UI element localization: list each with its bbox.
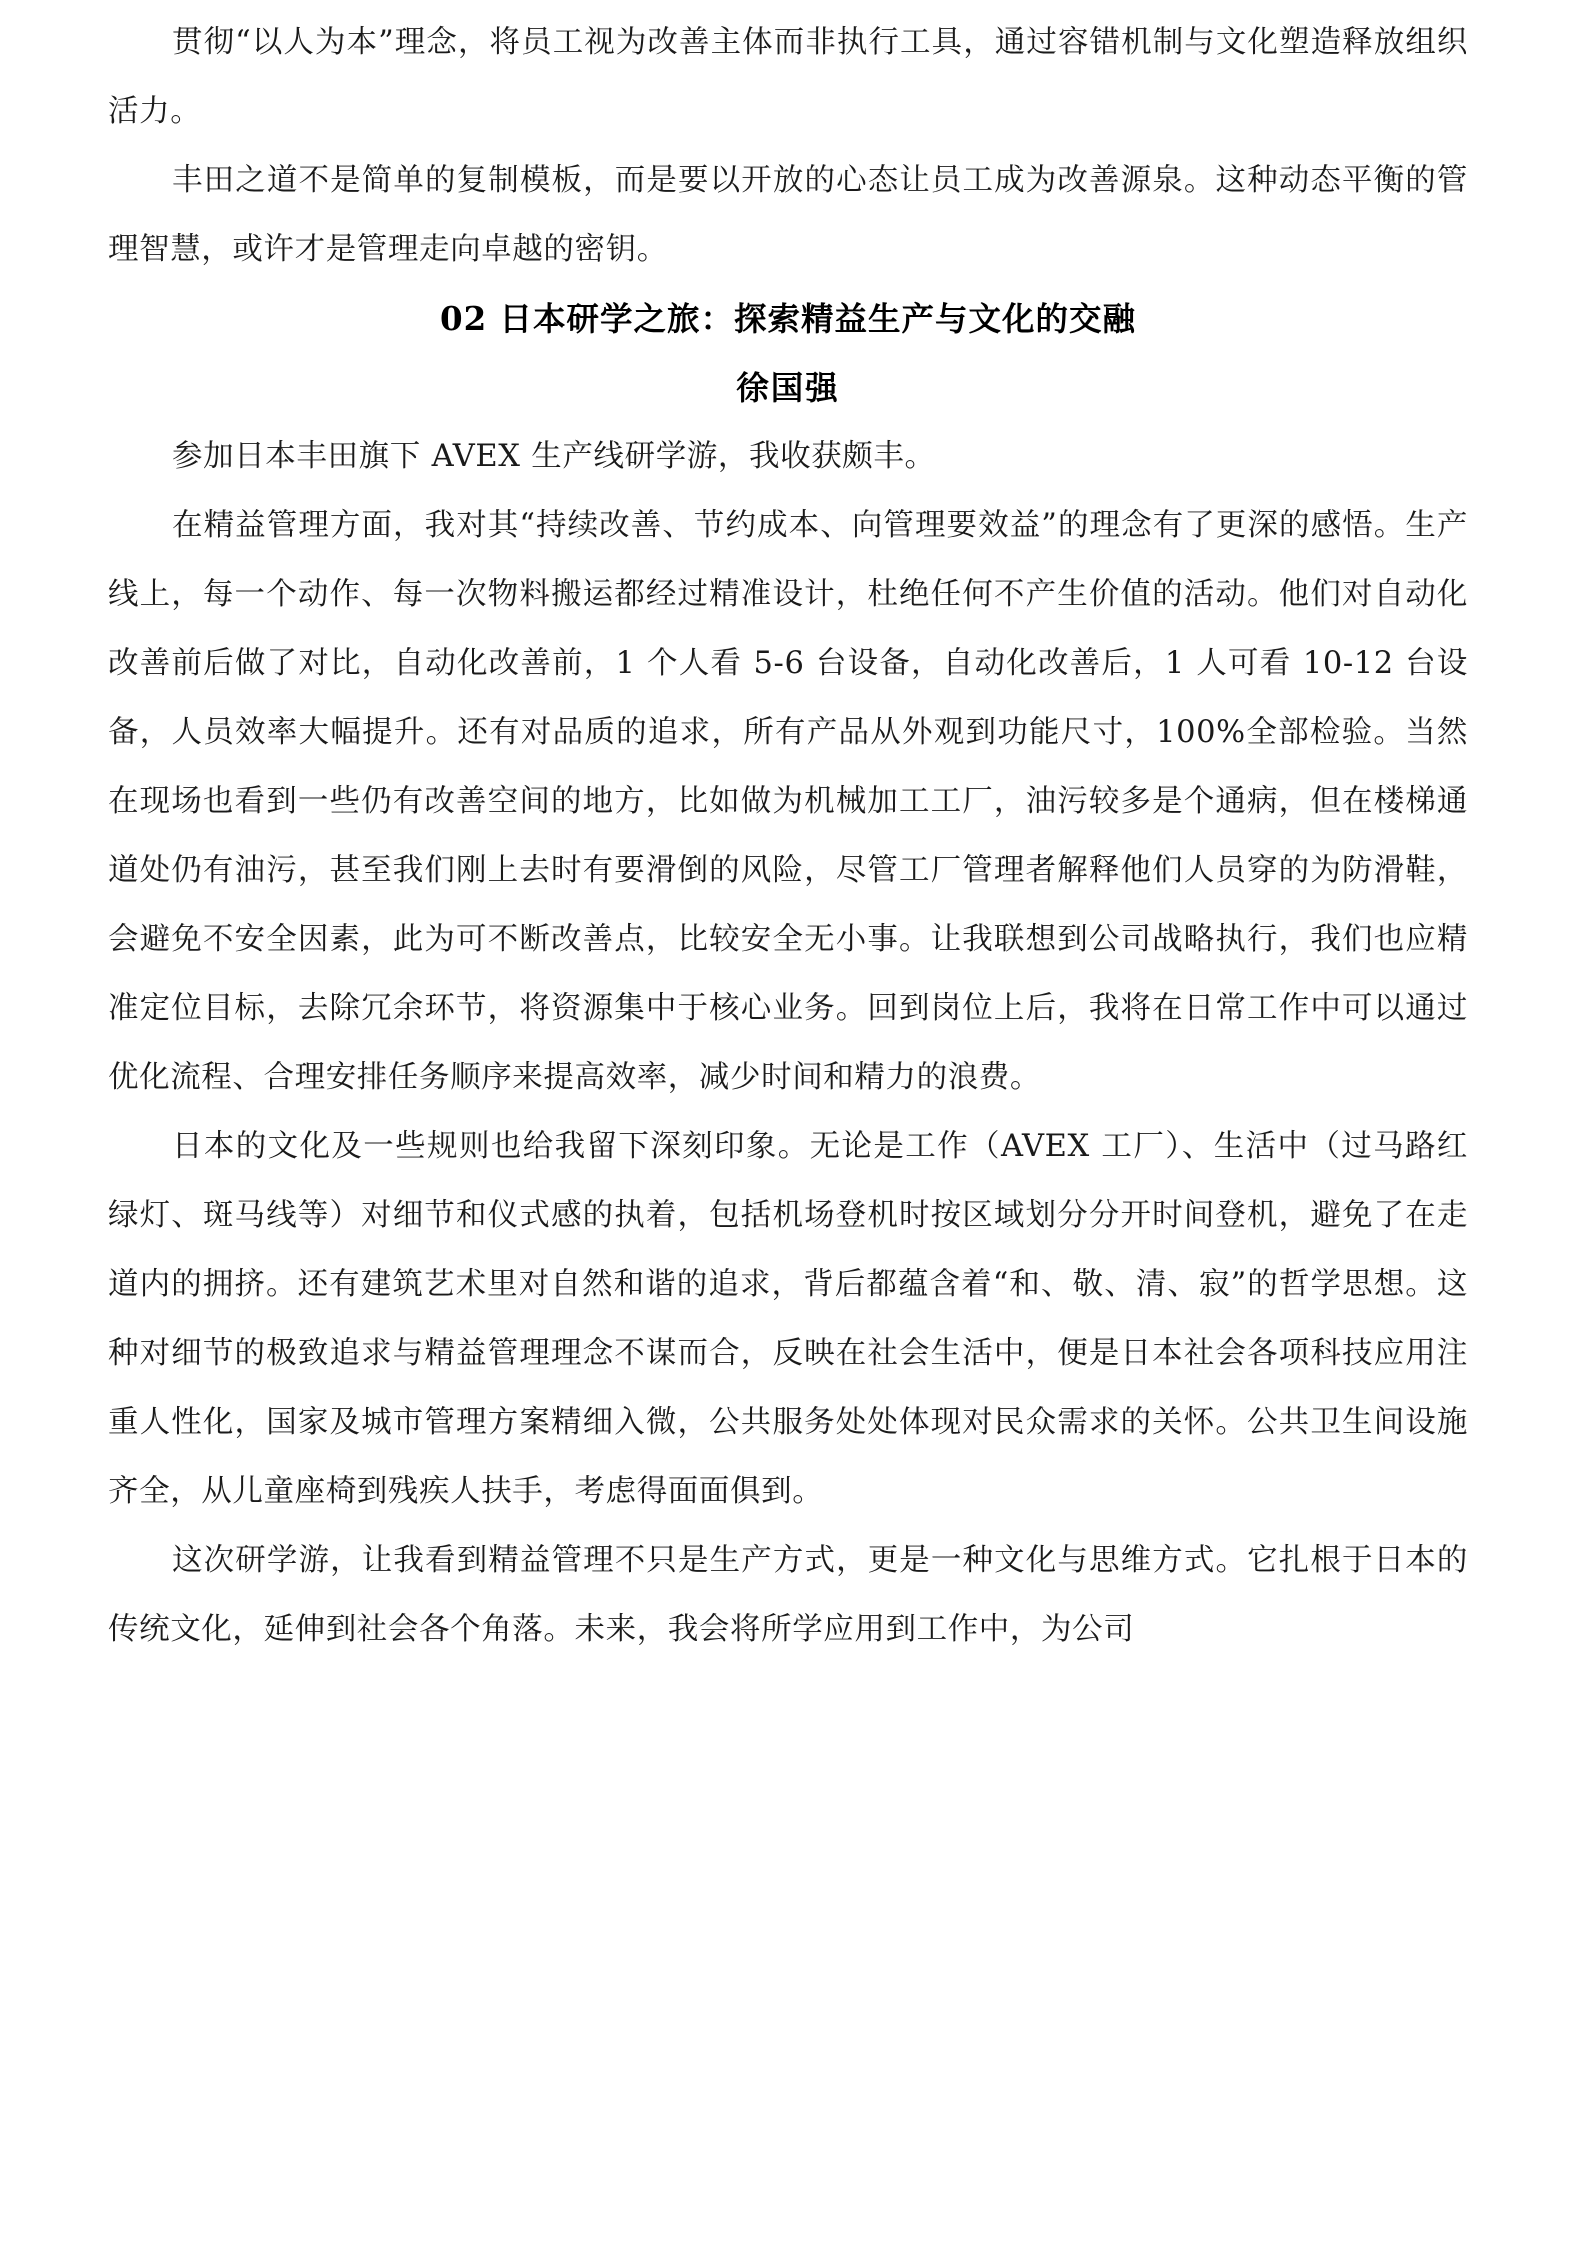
- paragraph-4: 在精益管理方面，我对其“持续改善、节约成本、向管理要效益”的理念有了更深的感悟。生产线上，每一个动作、每一次物料搬运都经过精准设计，杜绝任何不产生价值的活动。他们对自动化改善前后做了对比，自动化改善前，1 个人看 5-6 台设备，自动化改善后，1 人可看 10-12 台设备，人员效率大幅提升。还有对品质的追求，所有产品从外观到功能尺寸，100%全部检验。当然在现场也看到一些仍有改善空间的地方，比如做为机械加工工厂，油污较多是个通病，但在楼梯通道处仍有油污，甚至我们刚上去时有要滑倒的风险，尽管工厂管理者解释他们人员穿的为防滑鞋，会避免不安全因素，此为可不断改善点，比较安全无小事。让我联想到公司战略执行，我们也应精准定位目标，去除冗余环节，将资源集中于核心业务。回到岗位上后，我将在日常工作中可以通过优化流程、合理安排任务顺序来提高效率，减少时间和精力的浪费。: [108, 508, 1468, 1095]
- paragraph-2: 丰田之道不是简单的复制模板，而是要以开放的心态让员工成为改善源泉。这种动态平衡的管理智慧，或许才是管理走向卓越的密钥。: [108, 163, 1468, 267]
- document-body: [108, 8, 1468, 1664]
- paragraph-3: 参加日本丰田旗下 AVEX 生产线研学游，我收获颇丰。: [172, 439, 936, 474]
- paragraph-1: 贯彻“以人为本”理念，将员工视为改善主体而非执行工具，通过容错机制与文化塑造释放组织活力。: [108, 25, 1468, 129]
- section-heading: 02 日本研学之旅：探索精益生产与文化的交融: [439, 299, 1137, 338]
- paragraph-5: 日本的文化及一些规则也给我留下深刻印象。无论是工作（AVEX 工厂）、生活中（过马路红绿灯、斑马线等）对细节和仪式感的执着，包括机场登机时按区域划分分开时间登机，避免了在走道内的拥挤。还有建筑艺术里对自然和谐的追求，背后都蕴含着“和、敬、清、寂”的哲学思想。这种对细节的极致追求与精益管理理念不谋而合，反映在社会生活中，便是日本社会各项科技应用注重人性化，国家及城市管理方案精细入微，公共服务处处体现对民众需求的关怀。公共卫生间设施齐全，从儿童座椅到残疾人扶手，考虑得面面俱到。: [108, 1129, 1468, 1509]
- paragraph-6: 这次研学游，让我看到精益管理不只是生产方式，更是一种文化与思维方式。它扎根于日本的传统文化，延伸到社会各个角落。未来，我会将所学应用到工作中，为公司: [108, 1543, 1468, 1647]
- author-name: 徐国强: [736, 368, 840, 407]
